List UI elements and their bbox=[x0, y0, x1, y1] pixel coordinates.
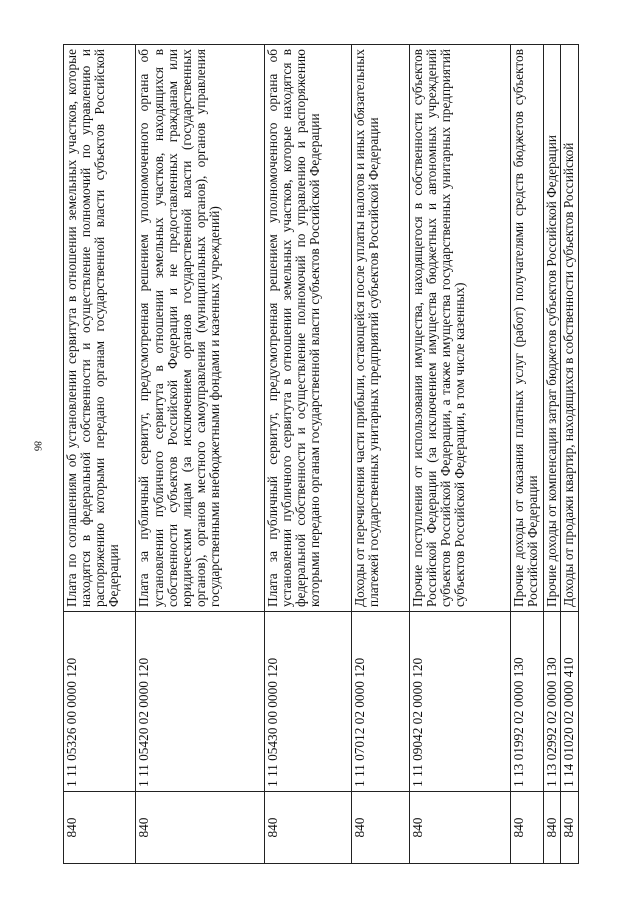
table-row bbox=[543, 45, 561, 864]
revenue-code-cell: 1 11 05326 00 0000 120 bbox=[64, 612, 136, 792]
revenue-code-cell: 1 11 05420 02 0000 120 bbox=[136, 612, 264, 792]
table-row bbox=[264, 45, 351, 864]
table-row bbox=[64, 45, 136, 864]
page-number: 86 bbox=[31, 441, 43, 451]
description-cell: Плата по соглашениям об установлении сервитута в отношении земельных участков, которые находятся в федеральной собственности и осуществление полномочий по управлению и распоряжению которыми передано органам государственной власти субъектов Российской Федерации bbox=[64, 45, 136, 612]
table-row bbox=[136, 45, 264, 864]
description-cell: Доходы от продажи квартир, находящихся в собственности субъектов Российской bbox=[561, 45, 579, 612]
admin-code-cell: 840 bbox=[511, 792, 543, 864]
revenue-code-cell: 1 13 02992 02 0000 130 bbox=[543, 612, 561, 792]
description-cell: Прочие доходы от оказания платных услуг (работ) получателями средств бюджетов субъектов Российской Федерации bbox=[511, 45, 543, 612]
revenue-code-cell: 1 13 01992 02 0000 130 bbox=[511, 612, 543, 792]
table-row bbox=[409, 45, 510, 864]
table-row bbox=[511, 45, 543, 864]
admin-code-cell: 840 bbox=[409, 792, 510, 864]
table-row bbox=[351, 45, 409, 864]
admin-code-cell: 840 bbox=[543, 792, 561, 864]
revenue-codes-table bbox=[63, 44, 579, 864]
admin-code-cell: 840 bbox=[64, 792, 136, 864]
description-cell: Прочие доходы от компенсации затрат бюджетов субъектов Российской Федерации bbox=[543, 45, 561, 612]
admin-code-cell: 840 bbox=[351, 792, 409, 864]
description-cell: Плата за публичный сервитут, предусмотренная решением уполномоченного органа об установлении публичного сервитута в отношении земельных участков, которые находятся в федеральной собственности и осуществление полномочий по управлению и распоряжению которыми передано органам государственной власти субъектов Российской Федерации bbox=[264, 45, 351, 612]
admin-code-cell: 840 bbox=[264, 792, 351, 864]
revenue-code-cell: 1 11 07012 02 0000 120 bbox=[351, 612, 409, 792]
table-row bbox=[561, 45, 579, 864]
admin-code-cell: 840 bbox=[561, 792, 579, 864]
revenue-code-cell: 1 11 05430 00 0000 120 bbox=[264, 612, 351, 792]
revenue-code-cell: 1 14 01020 02 0000 410 bbox=[561, 612, 579, 792]
description-cell: Доходы от перечисления части прибыли, остающейся после уплаты налогов и иных обязательных платежей государственных унитарных предприятий субъектов Российской Федерации bbox=[351, 45, 409, 612]
description-cell: Прочие поступления от использования имущества, находящегося в собственности субъектов Российской Федерации (за исключением имущества бюджетных и автономных учреждений субъектов Российской Федерации, а также имущества государственных унитарных предприятий субъектов Российской Федерации, в том числе казенных) bbox=[409, 45, 510, 612]
revenue-code-cell: 1 11 09042 02 0000 120 bbox=[409, 612, 510, 792]
admin-code-cell: 840 bbox=[136, 792, 264, 864]
description-cell: Плата за публичный сервитут, предусмотренная решением уполномоченного органа об установлении публичного сервитута в отношении земельных участков, находящихся в собственности субъектов Российской Федерации и не предоставленных гражданам или юридическим лицам (за исключением органов государственной власти (государственных органов), органов местного самоуправления (муниципальных органов), органов управления государственными внебюджетными фондами и казенных учреждений) bbox=[136, 45, 264, 612]
